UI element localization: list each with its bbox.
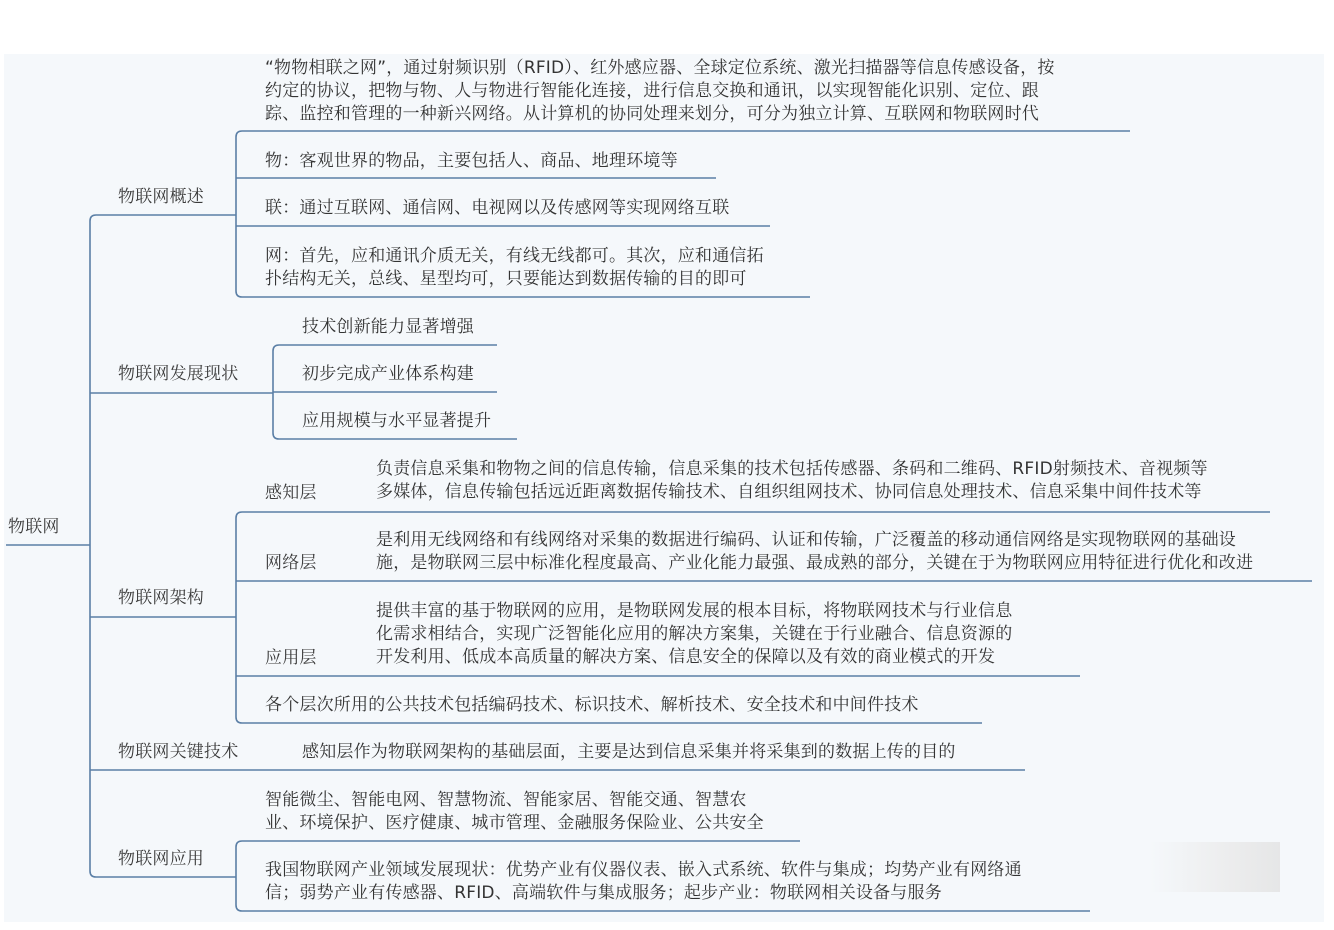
connector-21 [236, 841, 800, 847]
application-line-3: 开发利用、低成本高质量的解决方案、信息安全的保障以及有效的商业模式的开发 [376, 647, 996, 667]
network-line-1: 是利用无线网络和有线网络对采集的数据进行编码、认证和传输，广泛覆盖的移动通信网络是实现物联网的基础设 [376, 530, 1236, 550]
branch-key-tech[interactable]: 物联网关键技术 [118, 742, 239, 762]
key-tech-item: 感知层作为物联网架构的基础层面，主要是达到信息采集并将采集到的数据上传的目的 [302, 742, 956, 762]
branch-overview[interactable]: 物联网概述 [118, 187, 204, 207]
overview-definition-line-3: 踪、监控和管理的一种新兴网络。从计算机的协同处理来划分，可分为独立计算、互联网和物联网时代 [265, 104, 1039, 124]
overview-wu: 物：客观世界的物品，主要包括人、商品、地理环境等 [265, 151, 678, 171]
layer-application[interactable]: 应用层 [265, 648, 317, 668]
branch-architecture[interactable]: 物联网架构 [118, 588, 204, 608]
network-line-2: 施，是物联网三层中标准化程度最高、产业化能力最强、最成熟的部分，关键在于为物联网应用特征进行优化和改进 [376, 553, 1254, 573]
connector-5 [90, 871, 236, 877]
perception-line-1: 负责信息采集和物物之间的信息传输，信息采集的技术包括传感器、条码和二维码、RFID射频技术、音视频等 [376, 459, 1208, 479]
applications-status-line-2: 信；弱势产业有传感器、RFID、高端软件与集成服务；起步产业：物联网相关设备与服务 [265, 883, 942, 903]
overview-wang-line-1: 网：首先，应和通讯介质无关，有线无线都可。其次，应和通信拓 [265, 246, 764, 266]
connector-19 [236, 717, 982, 723]
overview-definition-line-1: “物物相联之网”，通过射频识别（RFID）、红外感应器、全球定位系统、激光扫描器等信息传感设备，按 [265, 58, 1055, 78]
development-item-2: 初步完成产业体系构建 [302, 364, 474, 384]
layer-perception[interactable]: 感知层 [265, 483, 317, 503]
layer-network[interactable]: 网络层 [265, 553, 317, 573]
connector-16 [236, 512, 1270, 518]
applications-fields-line-1: 智能微尘、智能电网、智慧物流、智能家居、智能交通、智慧农 [265, 790, 747, 810]
application-line-1: 提供丰富的基于物联网的应用，是物联网发展的根本目标，将物联网技术与行业信息 [376, 601, 1013, 621]
applications-fields-line-2: 业、环境保护、医疗健康、城市管理、金融服务保险业、公共安全 [265, 813, 764, 833]
connector-14 [273, 433, 517, 439]
overview-definition-line-2: 约定的协议，把物与物、人与物进行智能化连接，进行信息交换和通讯，以实现智能化识别、定位、跟 [265, 81, 1039, 101]
overview-lian: 联：通过互联网、通信网、电视网以及传感网等实现网络互联 [265, 198, 730, 218]
connector-7 [236, 131, 1130, 137]
branch-applications[interactable]: 物联网应用 [118, 849, 204, 869]
watermark-blur [1150, 842, 1280, 892]
development-item-1: 技术创新能力显著增强 [302, 317, 474, 337]
root-node[interactable]: 物联网 [8, 517, 60, 537]
application-line-2: 化需求相结合，实现广泛智能化应用的解决方案集，关键在于行业融合、信息资源的 [376, 624, 1013, 644]
branch-development[interactable]: 物联网发展现状 [118, 364, 239, 384]
overview-wang-line-2: 扑结构无关，总线、星型均可，只要能达到数据传输的目的即可 [265, 269, 747, 289]
connector-22 [236, 905, 1090, 911]
architecture-common-tech: 各个层次所用的公共技术包括编码技术、标识技术、解析技术、安全技术和中间件技术 [265, 695, 919, 715]
perception-line-2: 多媒体，信息传输包括远近距离数据传输技术、自组织组网技术、协同信息处理技术、信息采集中间件技术等 [376, 482, 1202, 502]
applications-status-line-1: 我国物联网产业领域发展现状：优势产业有仪器仪表、嵌入式系统、软件与集成；均势产业有网络通 [265, 860, 1022, 880]
connector-10 [236, 291, 810, 297]
connector-1 [90, 215, 236, 221]
connector-12 [273, 345, 497, 351]
development-item-3: 应用规模与水平显著提升 [302, 411, 492, 431]
